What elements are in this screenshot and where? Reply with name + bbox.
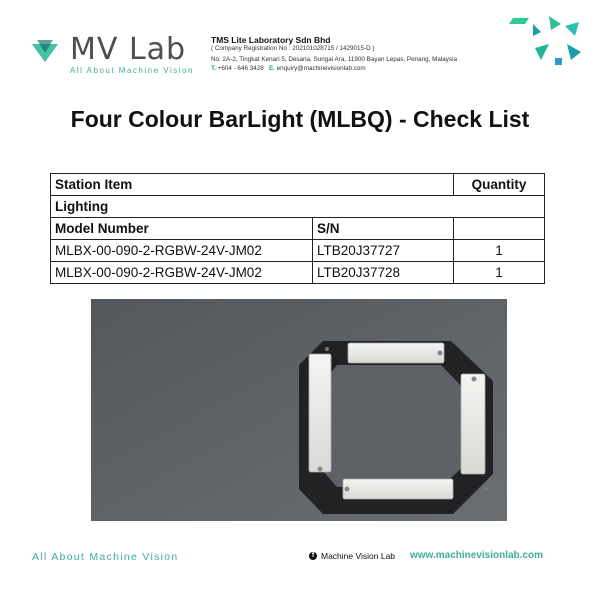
company-name: TMS Lite Laboratory Sdn Bhd — [211, 35, 331, 45]
tel-value: +604 - 646 3428 — [217, 64, 264, 72]
table-row — [51, 240, 545, 262]
sn-cell: LTB20J37727 — [313, 240, 454, 262]
sn-cell: LTB20J37728 — [313, 262, 454, 284]
footer-facebook[interactable] — [309, 551, 395, 561]
model-cell: MLBX-00-090-2-RGBW-24V-JM02 — [51, 240, 313, 262]
quantity-header: Quantity — [454, 174, 545, 196]
logo-mark-icon — [30, 38, 60, 68]
section-lighting: Lighting — [51, 196, 545, 218]
footer-tagline: All About Machine Vision — [32, 551, 179, 563]
company-logo — [30, 34, 200, 78]
barlight-illustration — [91, 299, 507, 521]
footer-website-link[interactable]: www.machinevisionlab.com — [410, 550, 543, 561]
corner-decoration-icon — [505, 14, 585, 74]
checklist-table — [50, 173, 545, 284]
company-address: No. 2A-2, Tingkat Kenari 5, Desaria, Sungai Ara, 11900 Bayan Lepas, Penang, Malaysia — [211, 56, 457, 64]
page-title: Four Colour BarLight (MLBQ) - Check List — [70, 106, 530, 132]
product-photo — [91, 299, 507, 521]
empty-cell — [454, 218, 545, 240]
table-header-row — [51, 174, 545, 196]
qty-cell: 1 — [454, 262, 545, 284]
email-value: enquiry@machinevisionlab.com — [276, 64, 366, 72]
column-header-row — [51, 218, 545, 240]
logo-tagline: All About Machine Vision — [70, 66, 194, 75]
company-registration: ( Company Registration No : 202101028715 / 1429015-D ) — [211, 44, 375, 52]
model-number-header: Model Number — [51, 218, 313, 240]
facebook-label: Machine Vision Lab — [321, 551, 396, 561]
logo-text: MV Lab — [70, 32, 187, 67]
tel-label: T. — [211, 64, 216, 72]
section-row — [51, 196, 545, 218]
sn-header: S/N — [313, 218, 454, 240]
model-cell: MLBX-00-090-2-RGBW-24V-JM02 — [51, 262, 313, 284]
company-contact — [211, 65, 457, 74]
table-row — [51, 262, 545, 284]
qty-cell: 1 — [454, 240, 545, 262]
email-label: E. — [268, 64, 275, 72]
company-details — [211, 36, 457, 73]
station-item-header: Station Item — [51, 174, 454, 196]
facebook-icon: f — [309, 552, 317, 560]
